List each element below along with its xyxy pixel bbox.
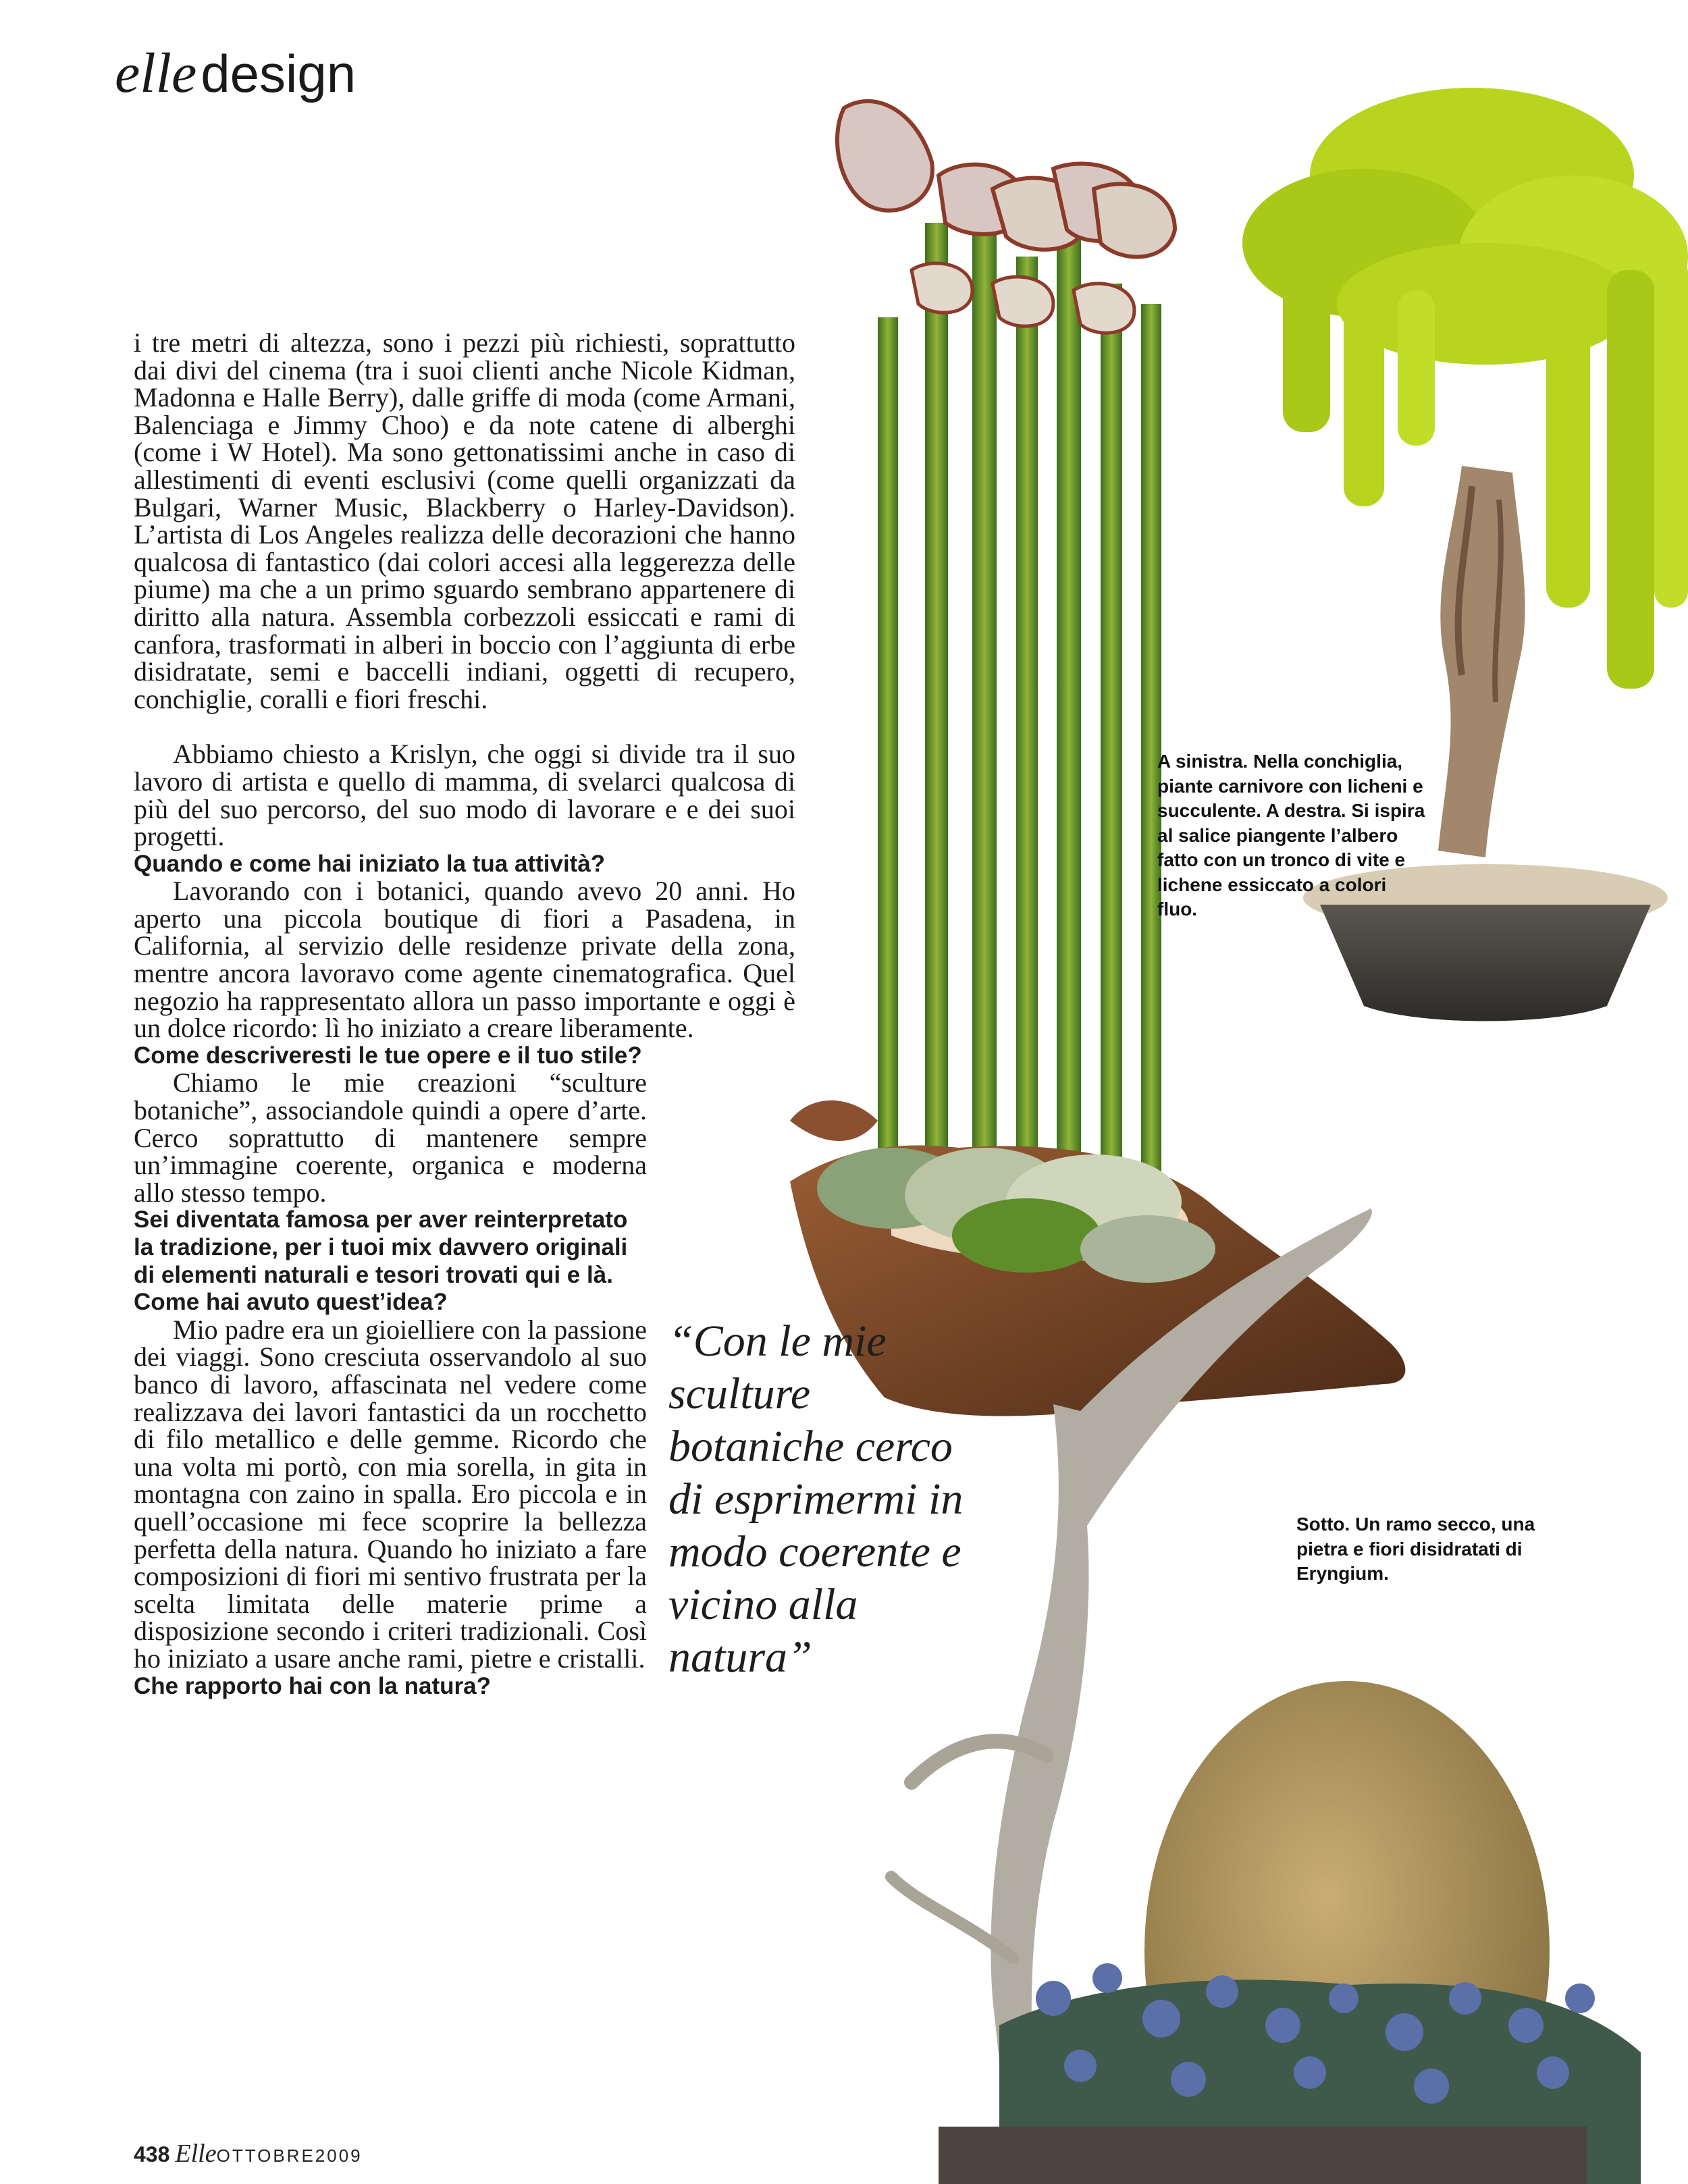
- interview-question: Che rapporto hai con la natura?: [134, 1672, 491, 1699]
- body-paragraph: i tre metri di altezza, sono i pezzi più richiesti, soprattutto dai divi del cinema (tra i suoi clienti anche Nicole Kidman, Madonna e Halle Berry), dalle griffe di moda (come Armani, Balenciaga e Jimmy Choo) e da note catene di alberghi (come i W Hotel). Ma sono gettonatissimi anche in caso di allestimenti di eventi esclusivi (come quelli organizzati da Bulgari, Warner Music, Blackberry o Harley-Davidson). L’artista di Los Angeles realizza delle decorazioni che hanno qualcosa di fantastico (dai colori accesi alla leggerezza delle piume) ma che a un primo sguardo sembrano appartenere di diritto alla natura. Assembla corbezzoli essiccati e rami di canfora, trasformati in alberi in boccio con l’aggiunta di erbe disidratate, semi e baccelli indiani, oggetti di recupero, conchiglie, coralli e fiori freschi.: [134, 327, 795, 714]
- interview-answer: Lavorando con i botanici, quando avevo 20 anni. Ho aperto una piccola boutique di fiori a Pasadena, in California, al servizio delle residenze private della zona, mentre ancora lavoravo come agente cinematografica. Quel negozio ha rappresentato allora un passo importante e oggi è un dolce ricordo: lì ho iniziato a creare liberamente.: [134, 876, 795, 1044]
- photo-caption: A sinistra. Nella conchiglia, piante carnivore con licheni e succulente. A destra. Si ispira al salice piangente l’albero fatto con un tronco di vite e lichene essiccato a colori fluo.: [1157, 751, 1425, 920]
- page-number: 438: [134, 2142, 170, 2166]
- interview-answer: Chiamo le mie creazioni “sculture botaniche”, associandole quindi a opere d’arte. Cerco soprattutto di mantenere sempre un’immagine coerente, organica e moderna allo stesso tempo.: [134, 1067, 647, 1208]
- interview-question: Quando e come hai iniziato la tua attività?: [134, 850, 606, 877]
- page-footer: [134, 2139, 363, 2168]
- issue-date: OTTOBRE2009: [216, 2146, 363, 2166]
- interview-question: Sei diventata famosa per aver reinterpretato la tradizione, per i tuoi mix davvero originali di elementi naturali e tesori trovati qui e là. Come hai avuto quest’idea?: [134, 1206, 628, 1316]
- section-label: design: [201, 44, 357, 103]
- interview-answer: Mio padre era un gioielliere con la passione dei viaggi. Sono cresciuta osservandolo al suo banco di lavoro, affascinata nel vedere come realizzava dei lavori fantastici da un rocchetto di filo metallico e delle gemme. Ricordo che una volta mi portò, con mia sorella, in gita in montagna con zaino in spalla. Ero piccola e in quell’occasione mi fece scoprire la bellezza perfetta della natura. Quando ho iniziato a fare composizioni di fiori mi sentivo frustrata per la scelta limitata delle materie prime a disposizione secondo i criteri tradizionali. Così ho iniziato a usare anche rami, pietre e cristalli.: [134, 1314, 647, 1674]
- magazine-name: Elle: [175, 2139, 217, 2168]
- brand-wordmark: elle: [115, 42, 197, 105]
- photo-caption: Sotto. Un ramo secco, una pietra e fiori disidratati di Eryngium.: [1296, 1514, 1535, 1584]
- body-paragraph: Abbiamo chiesto a Krislyn, che oggi si divide tra il suo lavoro di artista e quello di mamma, di svelarci qualcosa di più del suo percorso, del suo modo di lavorare e e dei suoi progetti.: [134, 739, 795, 852]
- pull-quote: “Con le mie sculture botaniche cerco di esprimermi in modo coerente e vicino alla natura”: [668, 1316, 964, 1682]
- interview-question: Come descriveresti le tue opere e il tuo stile?: [134, 1042, 642, 1069]
